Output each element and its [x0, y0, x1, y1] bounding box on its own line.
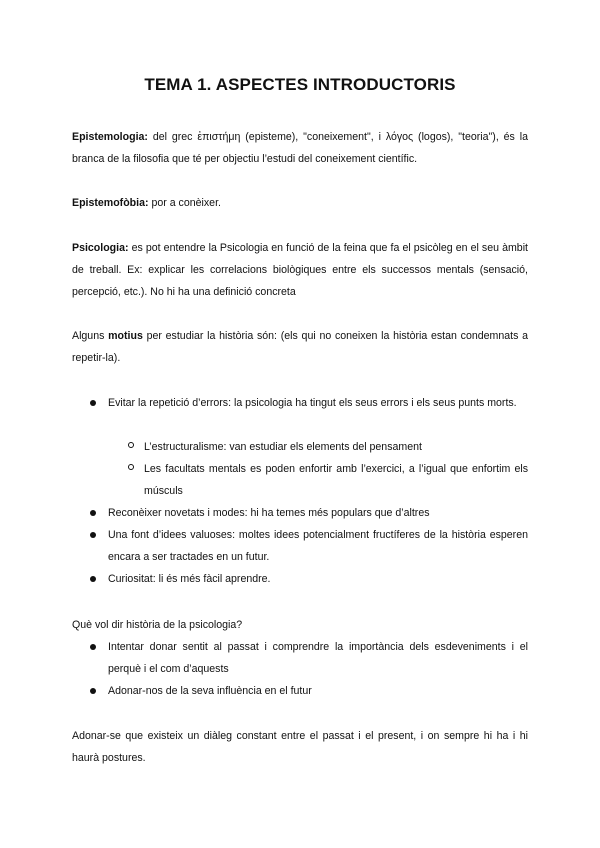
list-item: Reconèixer novetats i modes: hi ha temes més populars que d’altres — [108, 507, 430, 519]
epistemologia-paragraph — [72, 126, 528, 170]
bullet-dot — [90, 644, 96, 650]
list-item: Evitar la repetició d’errors: la psicologia ha tingut els seus errors i els seus punts morts. — [108, 397, 517, 409]
psicologia-paragraph — [72, 237, 528, 303]
bullet-dot — [90, 688, 96, 694]
bullet-dot — [90, 510, 96, 516]
list-item: Curiositat: li és més fàcil aprendre. — [108, 573, 271, 585]
sub-bullet-circle — [128, 442, 134, 448]
term-epistemofobia: Epistemofòbia: — [72, 197, 149, 209]
motius-pre: Alguns — [72, 330, 109, 342]
list-item: Intentar donar sentit al passat i comprendre la importància dels esdeveniments i el perquè i el com d’aquests — [108, 641, 528, 675]
bullet-dot — [90, 400, 96, 406]
motius-paragraph — [72, 325, 528, 369]
sub-list-item: Les facultats mentals es poden enfortir amb l’exercici, a l’igual que enfortim els músculs — [144, 463, 528, 497]
term-epistemologia: Epistemologia: — [72, 131, 148, 143]
sub-bullet-circle — [128, 464, 134, 470]
closing-paragraph: Adonar-se que existeix un diàleg constant entre el passat i el present, i on sempre hi ha i hi haurà postures. — [72, 730, 528, 764]
definition-psicologia: es pot entendre la Psicologia en funció de la feina que fa el psicòleg en el seu àmbit de treball. Ex: explicar les correlacions biològiques entre els successos mentals (sensació, percepció, etc.). No hi ha una definició concreta — [72, 242, 528, 298]
list-item: Una font d’idees valuoses: moltes idees potencialment fructíferes de la història esperen encara a ser tractades en un futur. — [108, 529, 528, 563]
term-motius: motius — [108, 330, 143, 342]
list-item: Adonar-nos de la seva influència en el futur — [108, 685, 312, 697]
motius-text: per estudiar la història són: (els qui no coneixen la història estan condemnats a repetir-la). — [72, 330, 528, 364]
term-psicologia: Psicologia: — [72, 242, 129, 254]
question-heading: Què vol dir història de la psicologia? — [72, 619, 243, 631]
sub-list-item: L’estructuralisme: van estudiar els elements del pensament — [144, 441, 422, 453]
page-title: TEMA 1. ASPECTES INTRODUCTORIS — [144, 75, 456, 94]
epistemofobia-paragraph — [72, 192, 528, 214]
bullet-dot — [90, 576, 96, 582]
definition-epistemofobia: por a conèixer. — [148, 197, 221, 209]
definition-epistemologia: del grec ἐπιστήμη (episteme), "coneixement", i λόγος (logos), "teoria"), és la branca de la filosofia que té per objectiu l’estudi del coneixement científic. — [72, 131, 528, 165]
bullet-dot — [90, 532, 96, 538]
